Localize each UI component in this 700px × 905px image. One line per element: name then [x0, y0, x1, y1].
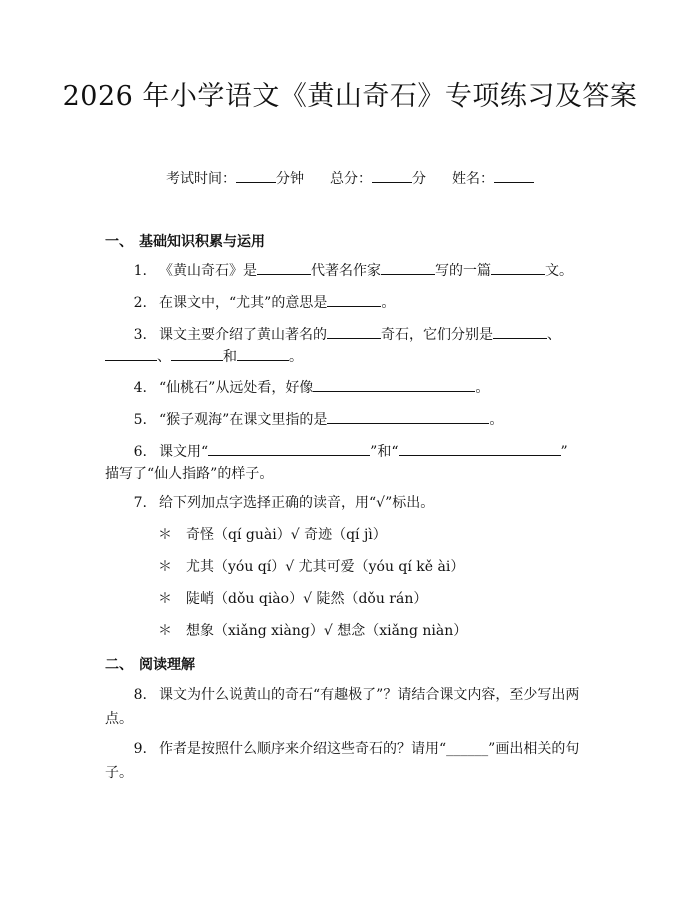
- question-number: 3.: [133, 327, 147, 343]
- answer-blank[interactable]: [105, 346, 157, 361]
- answer-blank[interactable]: [327, 324, 381, 339]
- section-title: 阅读理解: [139, 657, 195, 673]
- time-label: 考试时间：: [166, 171, 236, 187]
- answer-blank[interactable]: [493, 324, 547, 339]
- bullet-star-icon: ＊: [158, 623, 172, 639]
- section-heading-reading: [105, 654, 195, 674]
- question-5: [105, 408, 605, 432]
- answer-blank[interactable]: [237, 346, 289, 361]
- answer-blank[interactable]: [257, 260, 311, 275]
- score-unit: 分: [412, 171, 426, 187]
- question-3-continued: 、 和 。: [105, 345, 605, 369]
- time-unit: 分钟: [276, 171, 304, 187]
- question-1: [105, 259, 605, 283]
- question-number: 9.: [133, 741, 147, 757]
- name-label: 姓名：: [452, 171, 494, 187]
- exam-meta: [0, 168, 700, 188]
- option-2: [158, 557, 464, 577]
- bullet-star-icon: ＊: [158, 527, 172, 543]
- question-6: [105, 440, 605, 464]
- question-7: [105, 491, 605, 515]
- question-number: 5.: [133, 412, 147, 428]
- option-text: 尤其（yóu qí）√ 尤其可爱（yóu qí kě ài）: [186, 559, 465, 575]
- question-text: “猴子观海”在课文里指的是 。: [159, 408, 605, 432]
- name-blank[interactable]: [494, 168, 534, 183]
- question-6-continued: 描写了“仙人指路”的样子。: [105, 466, 274, 482]
- question-number: 7.: [133, 495, 147, 511]
- time-blank[interactable]: [236, 168, 276, 183]
- section-number: 二、: [105, 657, 133, 673]
- answer-blank[interactable]: [208, 441, 370, 456]
- question-text: 在课文中，“尤其”的意思是 。: [159, 291, 605, 315]
- document-title: 2026 年小学语文《黄山奇石》专项练习及答案: [62, 81, 638, 112]
- answer-blank[interactable]: [171, 346, 223, 361]
- option-text: 想象（xiǎng xiàng）√ 想念（xiǎng niàn）: [186, 623, 468, 639]
- bullet-star-icon: ＊: [158, 591, 172, 607]
- option-text: 奇怪（qí guài）√ 奇迹（qí jì）: [186, 527, 387, 543]
- option-1: [158, 525, 387, 545]
- score-label: 总分：: [330, 171, 372, 187]
- question-text: “仙桃石”从远处看，好像 。: [159, 376, 605, 400]
- question-text: 《黄山奇石》是 代著名作家 写的一篇 文。: [159, 259, 605, 283]
- question-text: 课文为什么说黄山的奇石“有趣极了”？请结合课文内容，至少写出两点。: [105, 687, 580, 727]
- question-3: [105, 323, 605, 347]
- question-text: 课文主要介绍了黄山著名的 奇石，它们分别是 、: [159, 323, 605, 347]
- option-text: 陡峭（dǒu qiào）√ 陡然（dǒu rán）: [186, 591, 428, 607]
- question-number: 1.: [133, 263, 147, 279]
- question-text: 课文用“ ”和“ ”: [159, 440, 605, 464]
- question-8: [105, 683, 605, 731]
- question-4: [105, 376, 605, 400]
- question-number: 2.: [133, 295, 147, 311]
- question-text: 给下列加点字选择正确的读音，用“√”标出。: [159, 495, 435, 511]
- score-blank[interactable]: [372, 168, 412, 183]
- section-title: 基础知识积累与运用: [139, 234, 265, 250]
- section-number: 一、: [105, 234, 133, 250]
- answer-blank[interactable]: [327, 409, 489, 424]
- answer-blank[interactable]: [381, 260, 435, 275]
- question-9: [105, 737, 605, 785]
- answer-blank[interactable]: [313, 377, 475, 392]
- section-heading-basic: [105, 231, 265, 251]
- question-text: 作者是按照什么顺序来介绍这些奇石的？请用“______”画出相关的句子。: [105, 741, 580, 781]
- bullet-star-icon: ＊: [158, 559, 172, 575]
- answer-blank[interactable]: [327, 292, 381, 307]
- option-4: [158, 621, 467, 641]
- answer-blank[interactable]: [399, 441, 561, 456]
- option-3: [158, 589, 427, 609]
- question-number: 6.: [133, 444, 147, 460]
- question-number: 8.: [133, 687, 147, 703]
- answer-blank[interactable]: [491, 260, 545, 275]
- question-2: [105, 291, 605, 315]
- question-number: 4.: [133, 380, 147, 396]
